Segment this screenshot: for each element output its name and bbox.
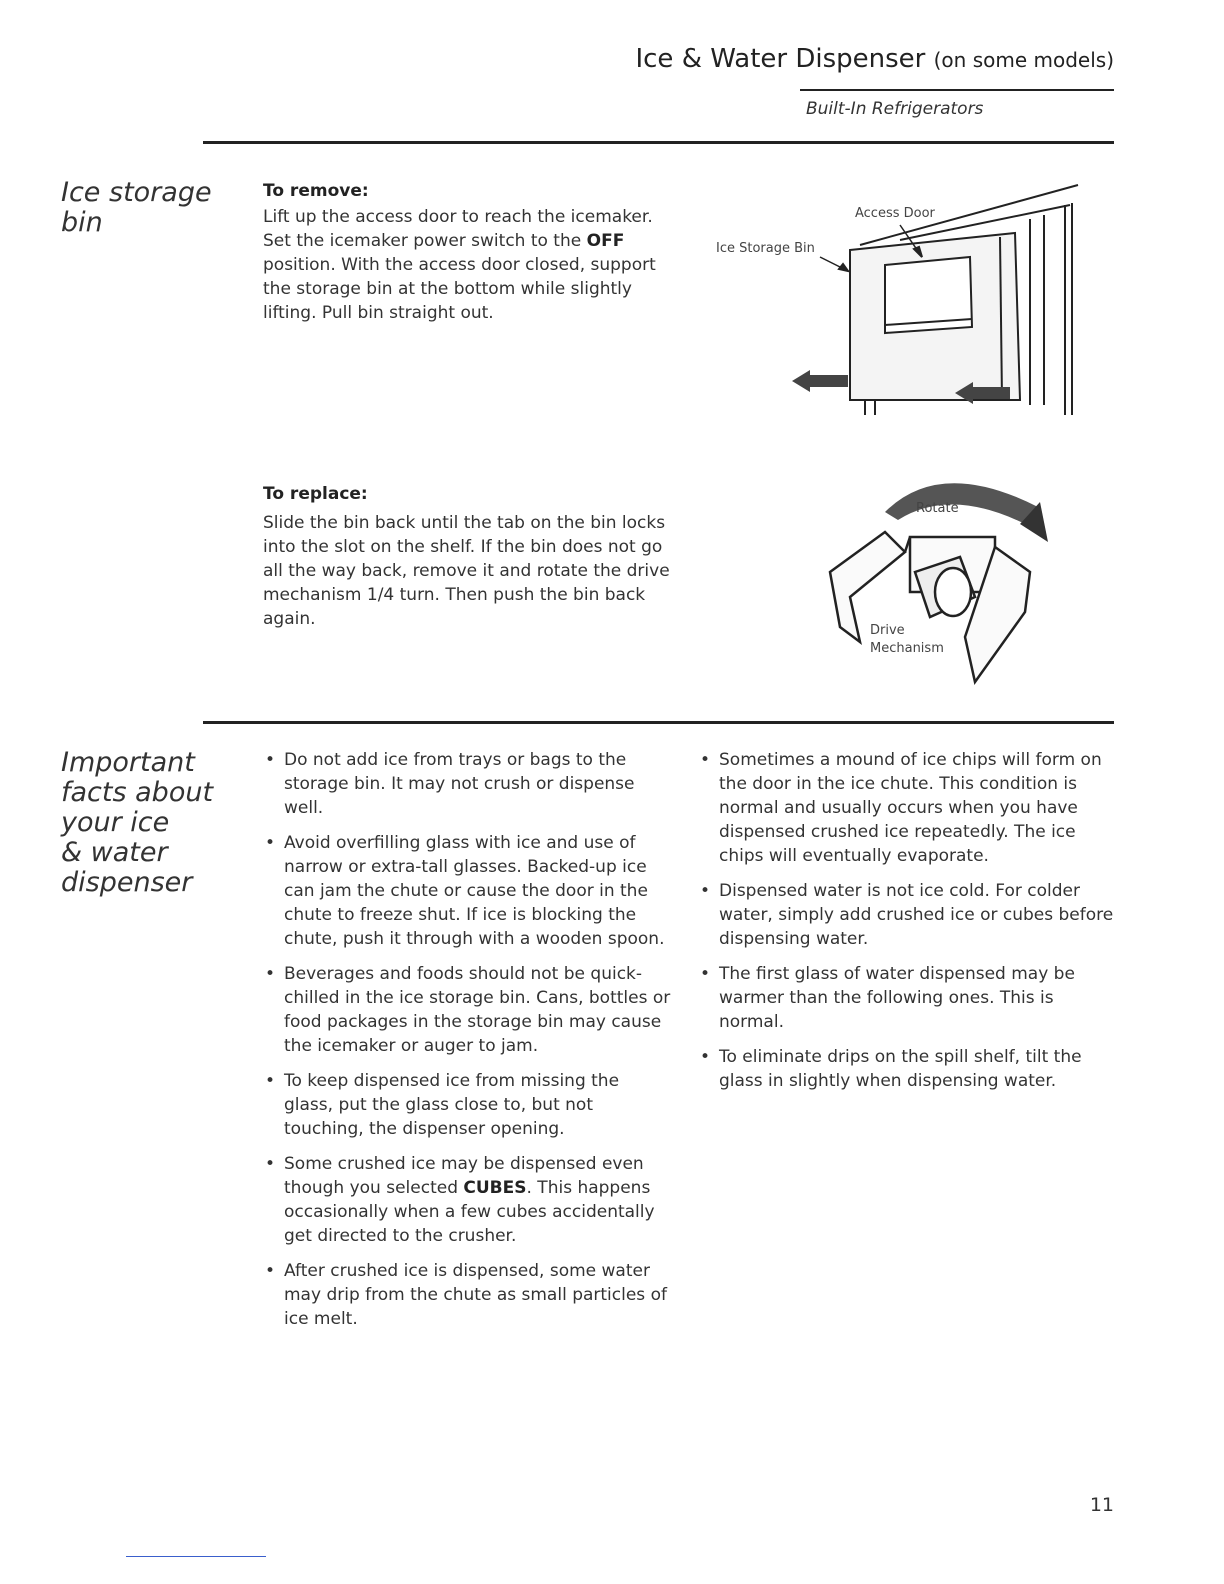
- drive-mechanism-illustration: [810, 462, 1050, 692]
- header-title-suffix: (on some models): [933, 48, 1114, 72]
- remove-instructions: [263, 181, 663, 325]
- list-item: • The first glass of water dispensed may be warmer than the following ones. This is normal.: [698, 962, 1118, 1034]
- label-access-door: Access Door: [855, 206, 935, 221]
- section-title-line: & water: [61, 837, 168, 868]
- section-title-important-facts: [61, 748, 213, 898]
- list-item: • To eliminate drips on the spill shelf, tilt the glass in slightly when dispensing water.: [698, 1045, 1118, 1093]
- page-header-title: [635, 44, 1114, 74]
- off-keyword: OFF: [586, 231, 625, 251]
- section-divider-top: [203, 141, 1114, 144]
- header-title-main: Ice & Water Dispenser: [635, 44, 926, 74]
- replace-instructions: [263, 484, 673, 631]
- section-title-line: your ice: [61, 807, 170, 838]
- replace-text: Slide the bin back until the tab on the bin locks into the slot on the shelf. If the bin does not go all the way back, remove it and rotate the drive mechanism 1/4 turn. Then push the bin back again.: [263, 513, 670, 629]
- remove-text-part: position. With the access door closed, support the storage bin at the bottom while slightly lifting. Pull bin straight out.: [263, 255, 656, 323]
- header-subtitle: Built-In Refrigerators: [806, 99, 984, 119]
- list-item-text: Some crushed ice may be dispensed even though you selected: [284, 1154, 644, 1198]
- section-title-line: facts about: [61, 777, 214, 808]
- section-title-line: Ice storage: [61, 177, 212, 208]
- replace-heading: To replace:: [263, 484, 368, 504]
- section-divider-middle: [203, 721, 1114, 724]
- label-ice-storage-bin: Ice Storage Bin: [716, 241, 815, 256]
- remove-heading: To remove:: [263, 181, 369, 201]
- label-drive: Drive: [870, 623, 905, 638]
- page-number: 11: [1089, 1494, 1114, 1516]
- ice-storage-bin-illustration: [700, 175, 1090, 425]
- cubes-keyword: CUBES: [463, 1178, 527, 1198]
- list-item: • Dispensed water is not ice cold. For colder water, simply add crushed ice or cubes before dispensing water.: [698, 879, 1118, 951]
- section-title-ice-storage: [61, 178, 212, 238]
- arrowhead-icon: [839, 264, 848, 271]
- header-divider: [800, 89, 1114, 91]
- list-item: • Sometimes a mound of ice chips will form on the door in the ice chute. This condition is normal and usually occurs when you have dispensed crushed ice repeatedly. The ice chips will eventually evaporate.: [698, 748, 1118, 868]
- remove-text-part: Lift up the access door to reach the icemaker. Set the icemaker power switch to the: [263, 207, 653, 251]
- list-item: • Do not add ice from trays or bags to the storage bin. It may not crush or dispense well.: [263, 748, 673, 820]
- facts-list-left: [263, 748, 673, 1342]
- pull-arrow-icon: [792, 370, 848, 392]
- remove-text: [263, 205, 663, 325]
- footer-link-underline: [126, 1556, 266, 1557]
- section-title-line: Important: [61, 747, 195, 778]
- list-item-text: . This happens occasionally when a few cubes accidentally get directed to the crusher.: [284, 1178, 655, 1246]
- label-mechanism: Mechanism: [870, 641, 944, 656]
- list-item: • Beverages and foods should not be quick-chilled in the ice storage bin. Cans, bottles or food packages in the storage bin may cause the icemaker or auger to jam.: [263, 962, 673, 1058]
- rotate-arrow-icon: [885, 483, 1045, 532]
- facts-list-right: [698, 748, 1118, 1104]
- list-item: • After crushed ice is dispensed, some water may drip from the chute as small particles of ice melt.: [263, 1259, 673, 1331]
- list-item: [263, 1152, 673, 1248]
- label-rotate: Rotate: [916, 501, 959, 516]
- section-title-line: bin: [61, 207, 103, 238]
- list-item: • Avoid overfilling glass with ice and use of narrow or extra-tall glasses. Backed-up ice can jam the chute or cause the door in the chute to freeze shut. If ice is blocking the chute, push it through with a wooden spoon.: [263, 831, 673, 951]
- list-item: • To keep dispensed ice from missing the glass, put the glass close to, but not touching, the dispenser opening.: [263, 1069, 673, 1141]
- section-title-line: dispenser: [61, 867, 193, 898]
